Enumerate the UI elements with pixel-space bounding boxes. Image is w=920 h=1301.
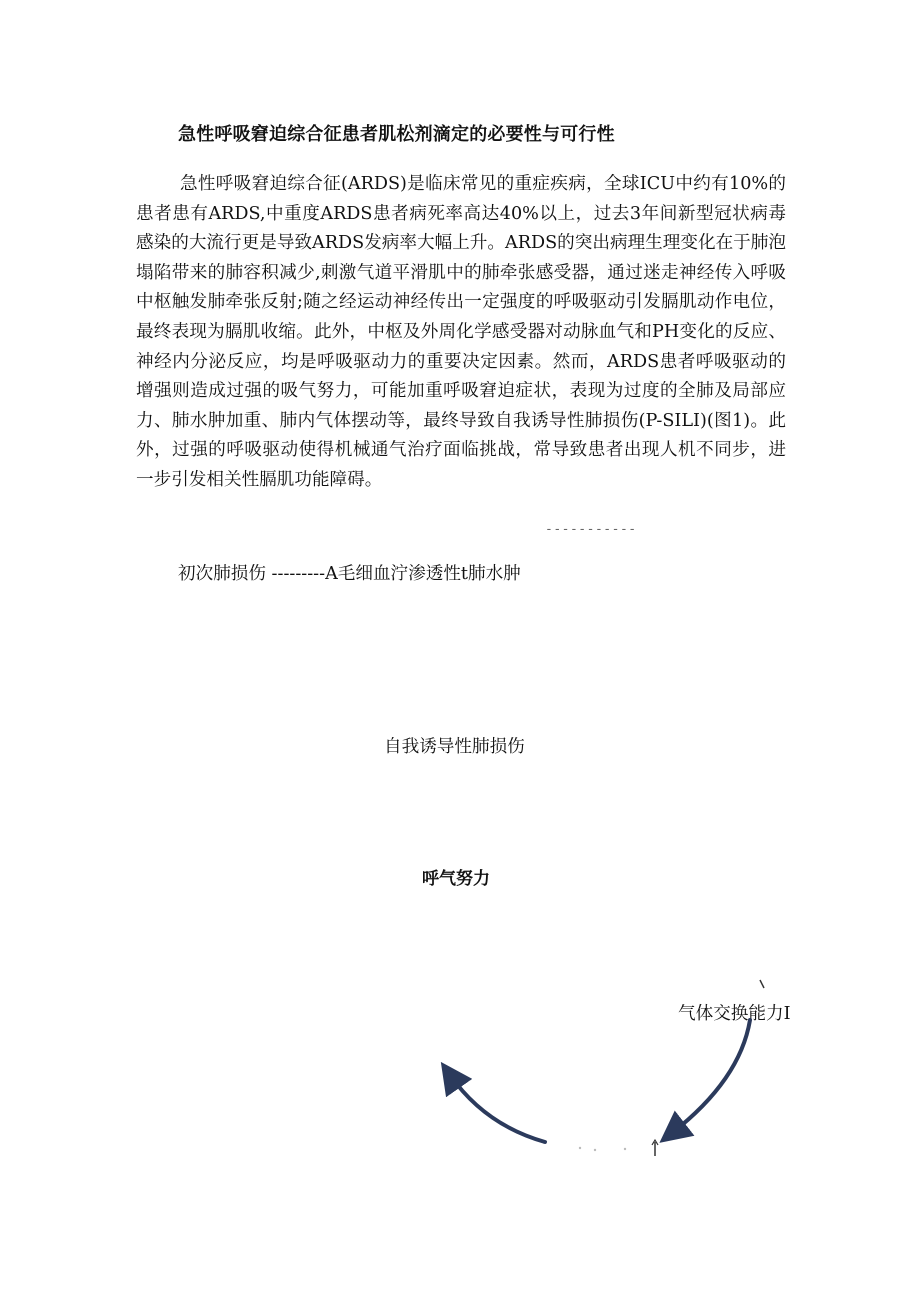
- cycle-faint-dot: [624, 1148, 626, 1150]
- figure-initial-injury-label: 初次肺损伤 ---------A毛细血泞渗透性t肺水肿: [178, 564, 521, 584]
- document-title: 急性呼吸窘迫综合征患者肌松剂滴定的必要性与可行性: [178, 124, 615, 145]
- figure-dash-line: -----------: [545, 522, 637, 537]
- figure-expiratory-effort-label: 呼气努力: [422, 869, 490, 889]
- figure-cycle-diagram: [420, 930, 840, 1190]
- figure-p-sili-label: 自我诱导性肺损伤: [384, 737, 525, 757]
- cycle-top-mark: [760, 980, 764, 988]
- cycle-arrow-left: [450, 1075, 545, 1142]
- cycle-faint-dot: [579, 1147, 581, 1149]
- cycle-arrow-right: [672, 1020, 750, 1133]
- figure-gas-exchange-label: 气体交换能力I: [678, 1004, 791, 1024]
- cycle-faint-dot: [594, 1149, 596, 1151]
- intro-paragraph: 急性呼吸窘迫综合征(ARDS)是临床常见的重症疾病，全球ICU中约有10%的患者患有ARDS,中重度ARDS患者病死率高达40%以上，过去3年间新型冠状病毒感染的大流行更是导致ARDS发病率大幅上升。ARDS的突出病理生理变化在于肺泡塌陷带来的肺容积减少,刺激气道平滑肌中的肺牵张感受器，通过迷走神经传入呼吸中枢触发肺牵张反射;随之经运动神经传出一定强度的呼吸驱动引发膈肌动作电位，最终表现为膈肌收缩。此外，中枢及外周化学感受器对动脉血气和PH变化的反应、神经内分泌反应，均是呼吸驱动力的重要决定因素。然而，ARDS患者呼吸驱动的增强则造成过强的吸气努力，可能加重呼吸窘迫症状，表现为过度的全肺及局部应力、肺水肿加重、肺内气体摆动等，最终导致自我诱导性肺损伤(P-SILI)(图1)。此外，过强的呼吸驱动使得机械通气治疗面临挑战，常导致患者出现人机不同步，进一步引发相关性膈肌功能障碍。: [136, 174, 786, 490]
